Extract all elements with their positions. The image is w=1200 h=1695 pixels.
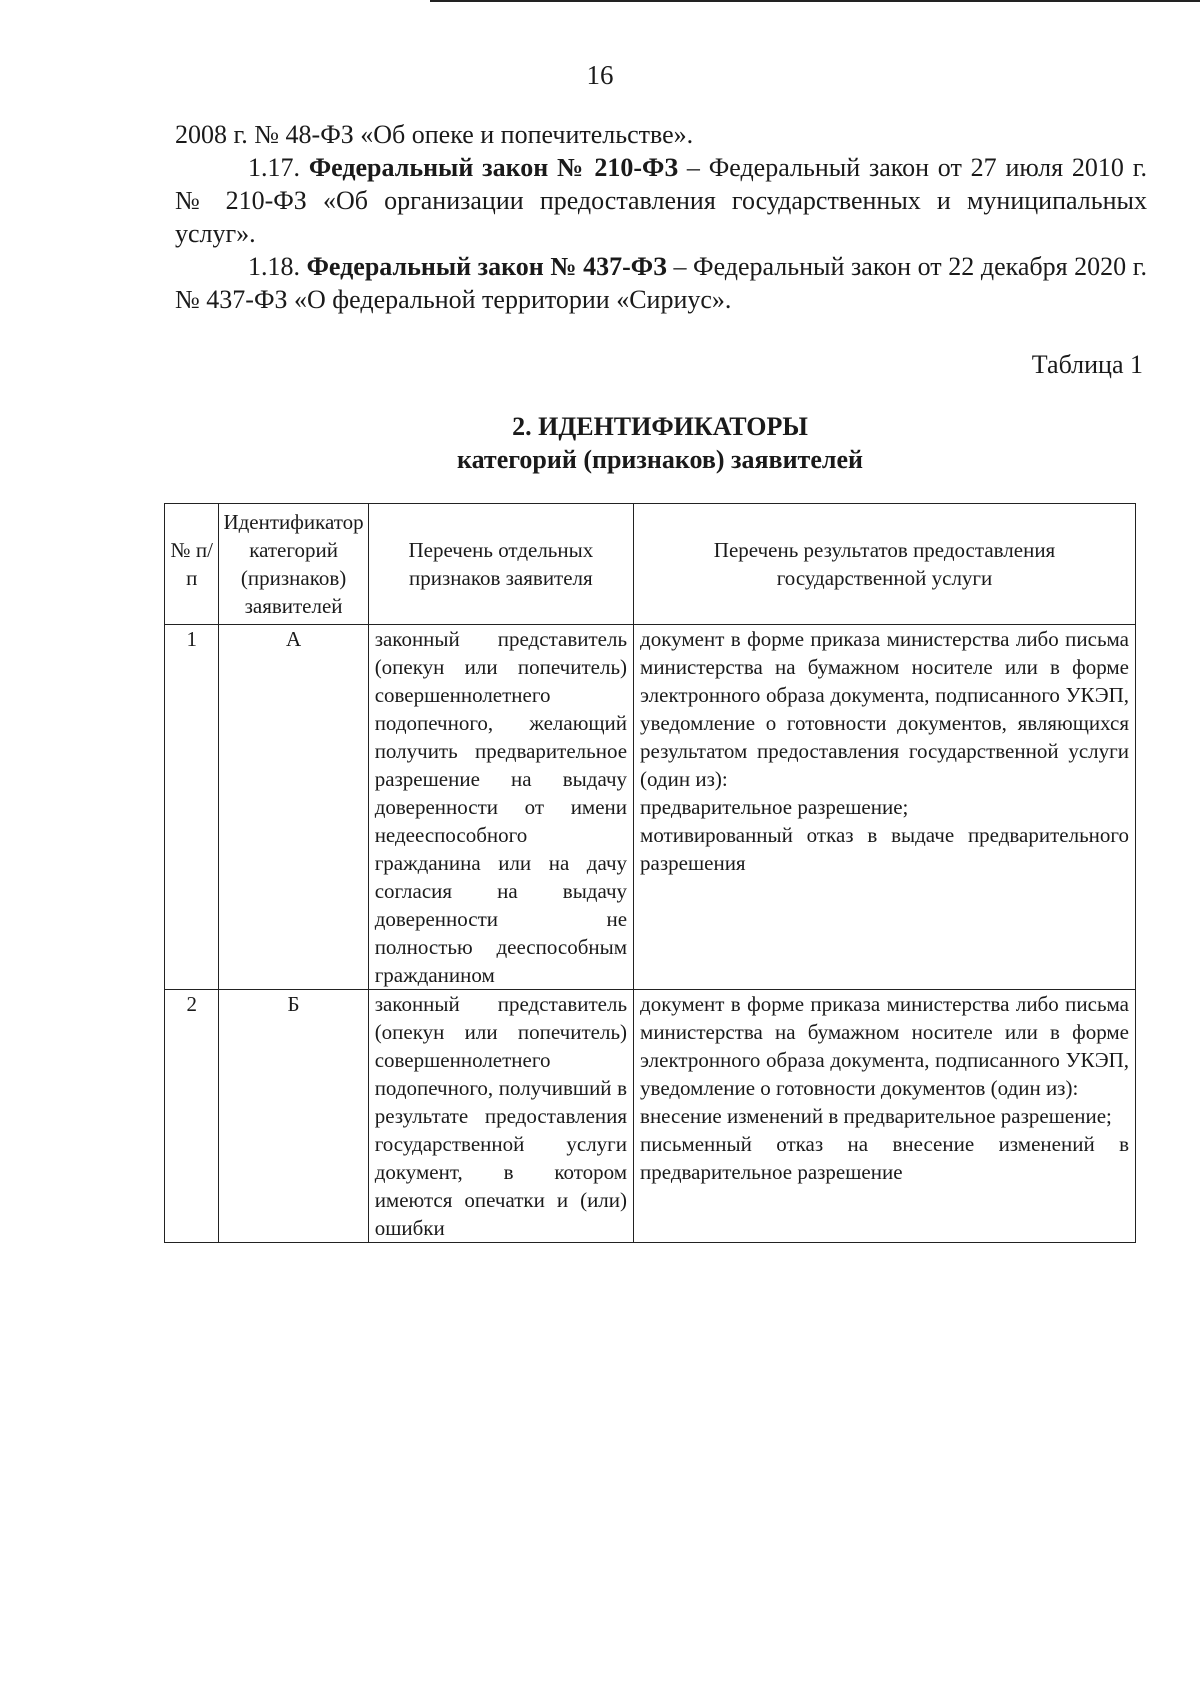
section-subtitle: категорий (признаков) заявителей xyxy=(457,445,863,474)
table-header-row xyxy=(165,504,1136,625)
result-line: документ в форме приказа министерства либо письма министерства на бумажном носителе или в форме электронного образа документа, подписанного УКЭП, уведомление о готовности документов (один из): xyxy=(640,992,1129,1100)
page-number: 16 xyxy=(586,60,614,90)
paragraph-number: 1.17. xyxy=(248,153,300,182)
paragraph-term: Федеральный закон № 210-ФЗ xyxy=(308,153,679,182)
paragraph-continuation xyxy=(175,118,1147,151)
top-border-line xyxy=(430,0,1200,2)
paragraph-number: 1.18. xyxy=(248,252,300,281)
result-line: письменный отказ на внесение изменений в предварительное разрешение xyxy=(640,1132,1129,1184)
row-number: 1 xyxy=(165,625,219,990)
row-identifier: А xyxy=(219,625,368,990)
paragraph-term: Федеральный закон № 437-ФЗ xyxy=(306,252,667,281)
result-line: документ в форме приказа министерства либо письма министерства на бумажном носителе или в форме электронного образа документа, подписанного УКЭП, уведомление о готовности документов, являющихся результатом предоставления государственной услуги (один из): xyxy=(640,627,1129,791)
result-line: внесение изменений в предварительное разрешение; xyxy=(640,1104,1112,1128)
table-row xyxy=(165,625,1136,990)
paragraph-text: – Федеральный закон от 27 июля 2010 г. № 210-ФЗ «Об организации предоставления государственных и муниципальных услуг». xyxy=(175,153,1147,248)
result-line: мотивированный отказ в выдаче предварительного разрешения xyxy=(640,823,1129,875)
header-number: № п/п xyxy=(165,504,219,625)
row-signs: законный представитель (опекун или попечитель) совершеннолетнего подопечного, получивший в результате предоставления государственной услуги документ, в котором имеются опечатки и (или) ошибки xyxy=(368,990,633,1243)
row-identifier: Б xyxy=(219,990,368,1243)
row-number: 2 xyxy=(165,990,219,1243)
table-row xyxy=(165,990,1136,1243)
paragraph-1-17 xyxy=(175,151,1147,250)
section-heading xyxy=(0,410,1200,476)
header-signs: Перечень отдельных признаков заявителя xyxy=(368,504,633,625)
result-line: предварительное разрешение; xyxy=(640,795,909,819)
row-results xyxy=(634,625,1136,990)
identifiers-table xyxy=(164,503,1136,1243)
paragraph-1-18 xyxy=(175,250,1147,316)
body-paragraphs xyxy=(175,118,1147,316)
header-identifier: Идентификатор категорий (признаков) заявителей xyxy=(219,504,368,625)
row-results xyxy=(634,990,1136,1243)
table-caption: Таблица 1 xyxy=(1031,350,1143,379)
paragraph-text: – Федеральный закон от 22 декабря 2020 г. № 437-ФЗ «О федеральной территории «Сириус». xyxy=(175,252,1147,314)
section-title: 2. ИДЕНТИФИКАТОРЫ xyxy=(512,412,808,441)
paragraph-text: 2008 г. № 48-ФЗ «Об опеке и попечительстве». xyxy=(175,120,694,149)
row-signs: законный представитель (опекун или попечитель) совершеннолетнего подопечного, желающий получить предварительное разрешение на выдачу доверенности от имени недееспособного гражданина или на дачу согласия на выдачу доверенности не полностью дееспособным гражданином xyxy=(368,625,633,990)
header-results: Перечень результатов предоставления государственной услуги xyxy=(634,504,1136,625)
